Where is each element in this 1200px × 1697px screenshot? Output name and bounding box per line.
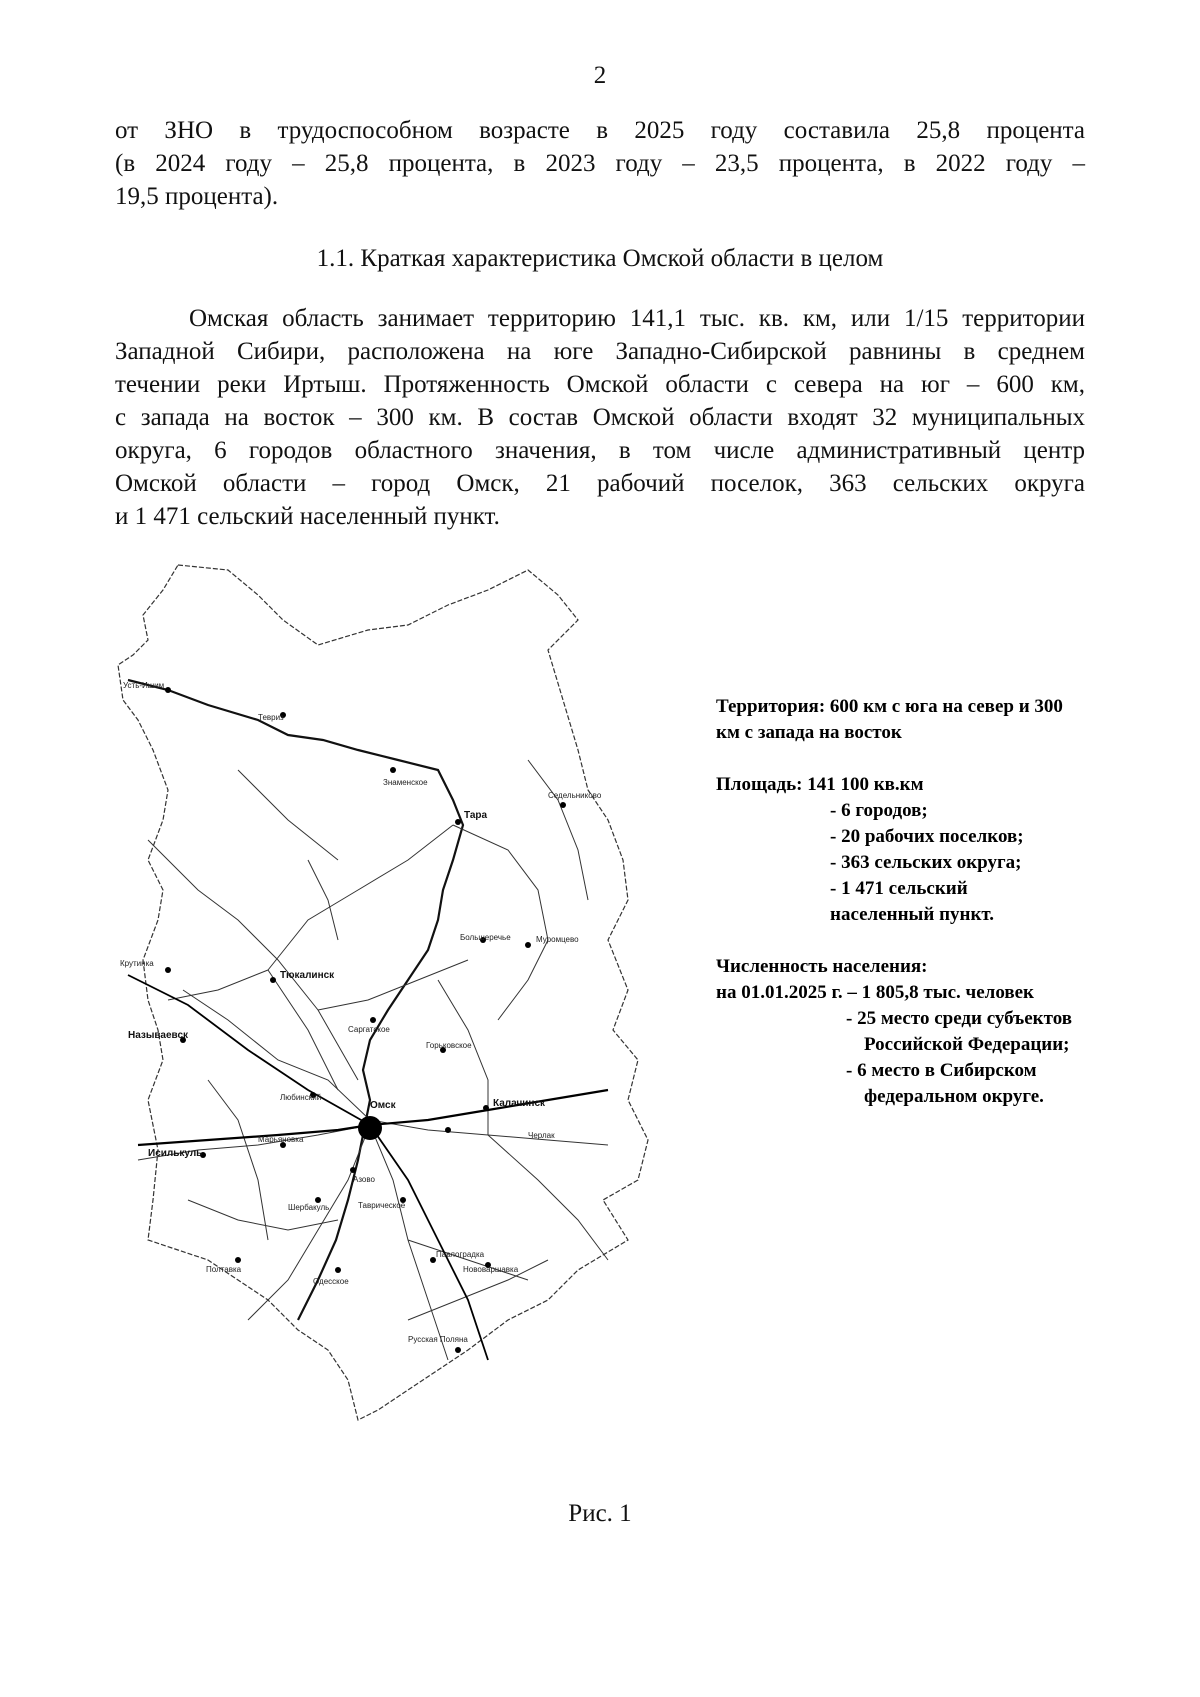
map-label: Крутинка (120, 959, 154, 968)
map-label: Шербакуль (288, 1203, 330, 1212)
figure-caption: Рис. 1 (568, 1500, 632, 1527)
text-line: от ЗНО в трудоспособном возрасте в 2025 году составила 25,8 процента (115, 117, 1085, 144)
map-label: Знаменское (383, 778, 428, 787)
text-line: течении реки Иртыш. Протяженность Омской области с севера на юг – 600 км, (115, 371, 1085, 398)
population-title: Численность населения: (716, 956, 928, 977)
area-item: - 20 рабочих поселков; (830, 826, 1024, 847)
omsk-region-map (108, 560, 668, 1440)
territory-line: Территория: 600 км с юга на север и 300 (716, 696, 1063, 717)
population-block (716, 954, 1166, 1110)
area-item: - 1 471 сельский (830, 878, 968, 899)
map-label: Усть-Ишим (123, 681, 165, 690)
paragraph-intro (115, 114, 1085, 213)
rank-item: - 6 место в Сибирском (846, 1060, 1037, 1081)
rank-item-continuation: федеральном округе. (864, 1086, 1044, 1107)
map-label: Муромцево (536, 935, 579, 944)
map-label: Русская Поляна (408, 1335, 468, 1344)
area-item: - 363 сельских округа; (830, 852, 1022, 873)
text-line: Омской области – город Омск, 21 рабочий поселок, 363 сельских округа (115, 470, 1085, 497)
map-label: Павлоградка (436, 1250, 485, 1259)
text-line: Западной Сибири, расположена на юге Западно-Сибирской равнины в среднем (115, 338, 1085, 365)
railway (370, 1125, 488, 1360)
population-line: на 01.01.2025 г. – 1 805,8 тыс. человек (716, 982, 1035, 1003)
map-label: Любинский (280, 1093, 322, 1102)
omsk-city-marker (358, 1116, 382, 1140)
map-label: Таврическое (358, 1201, 406, 1210)
map-label: Омск (370, 1100, 396, 1111)
rank-item-continuation: Российской Федерации; (864, 1034, 1070, 1055)
text-line: (в 2024 году – 25,8 процента, в 2023 году – 23,5 процента, в 2022 году – (115, 150, 1085, 177)
map-label: Тара (464, 810, 488, 821)
map-label: Горьковское (426, 1041, 472, 1050)
section-heading: 1.1. Краткая характеристика Омской области в целом (316, 245, 884, 272)
text-line: с запада на восток – 300 км. В состав Омской области входят 32 муниципальных (115, 404, 1085, 431)
map-label: Седельниково (548, 791, 602, 800)
map-label: Тюкалинск (280, 970, 335, 981)
map-label: Называевск (128, 1030, 189, 1041)
page-number: 2 (593, 62, 607, 89)
territory-line: км с запада на восток (716, 722, 902, 743)
map-label: Калачинск (493, 1098, 546, 1109)
map-label: Тевриз (258, 713, 284, 722)
map-label: Черлак (528, 1131, 555, 1140)
map-label: Полтавка (206, 1265, 242, 1274)
region-border (118, 565, 648, 1420)
text-line: округа, 6 городов областного значения, в том числе административный центр (115, 437, 1085, 464)
area-item-continuation: населенный пункт. (830, 904, 995, 925)
area-item: - 6 городов; (830, 800, 928, 821)
text-line: и 1 471 сельский населенный пункт. (115, 503, 500, 530)
map-label: Большеречье (460, 933, 511, 942)
text-line: Омская область занимает территорию 141,1 тыс. кв. км, или 1/15 территории (189, 305, 1085, 332)
area-title: Площадь: 141 100 кв.км (716, 774, 924, 795)
rank-item: - 25 место среди субъектов (846, 1008, 1072, 1029)
map-label: Саргатское (348, 1025, 390, 1034)
map-label: Азово (353, 1175, 375, 1184)
map-label: Исилькуль (148, 1148, 203, 1159)
area-block (716, 772, 1166, 928)
paragraph-overview (115, 302, 1085, 533)
territory-block (716, 694, 1166, 746)
railway (128, 975, 370, 1125)
text-line: 19,5 процента). (115, 183, 279, 210)
region-info-block (716, 694, 1166, 1136)
map-label: Марьяновка (258, 1135, 304, 1144)
map-label: Одесское (313, 1277, 349, 1286)
map-label: Нововаршавка (463, 1265, 519, 1274)
